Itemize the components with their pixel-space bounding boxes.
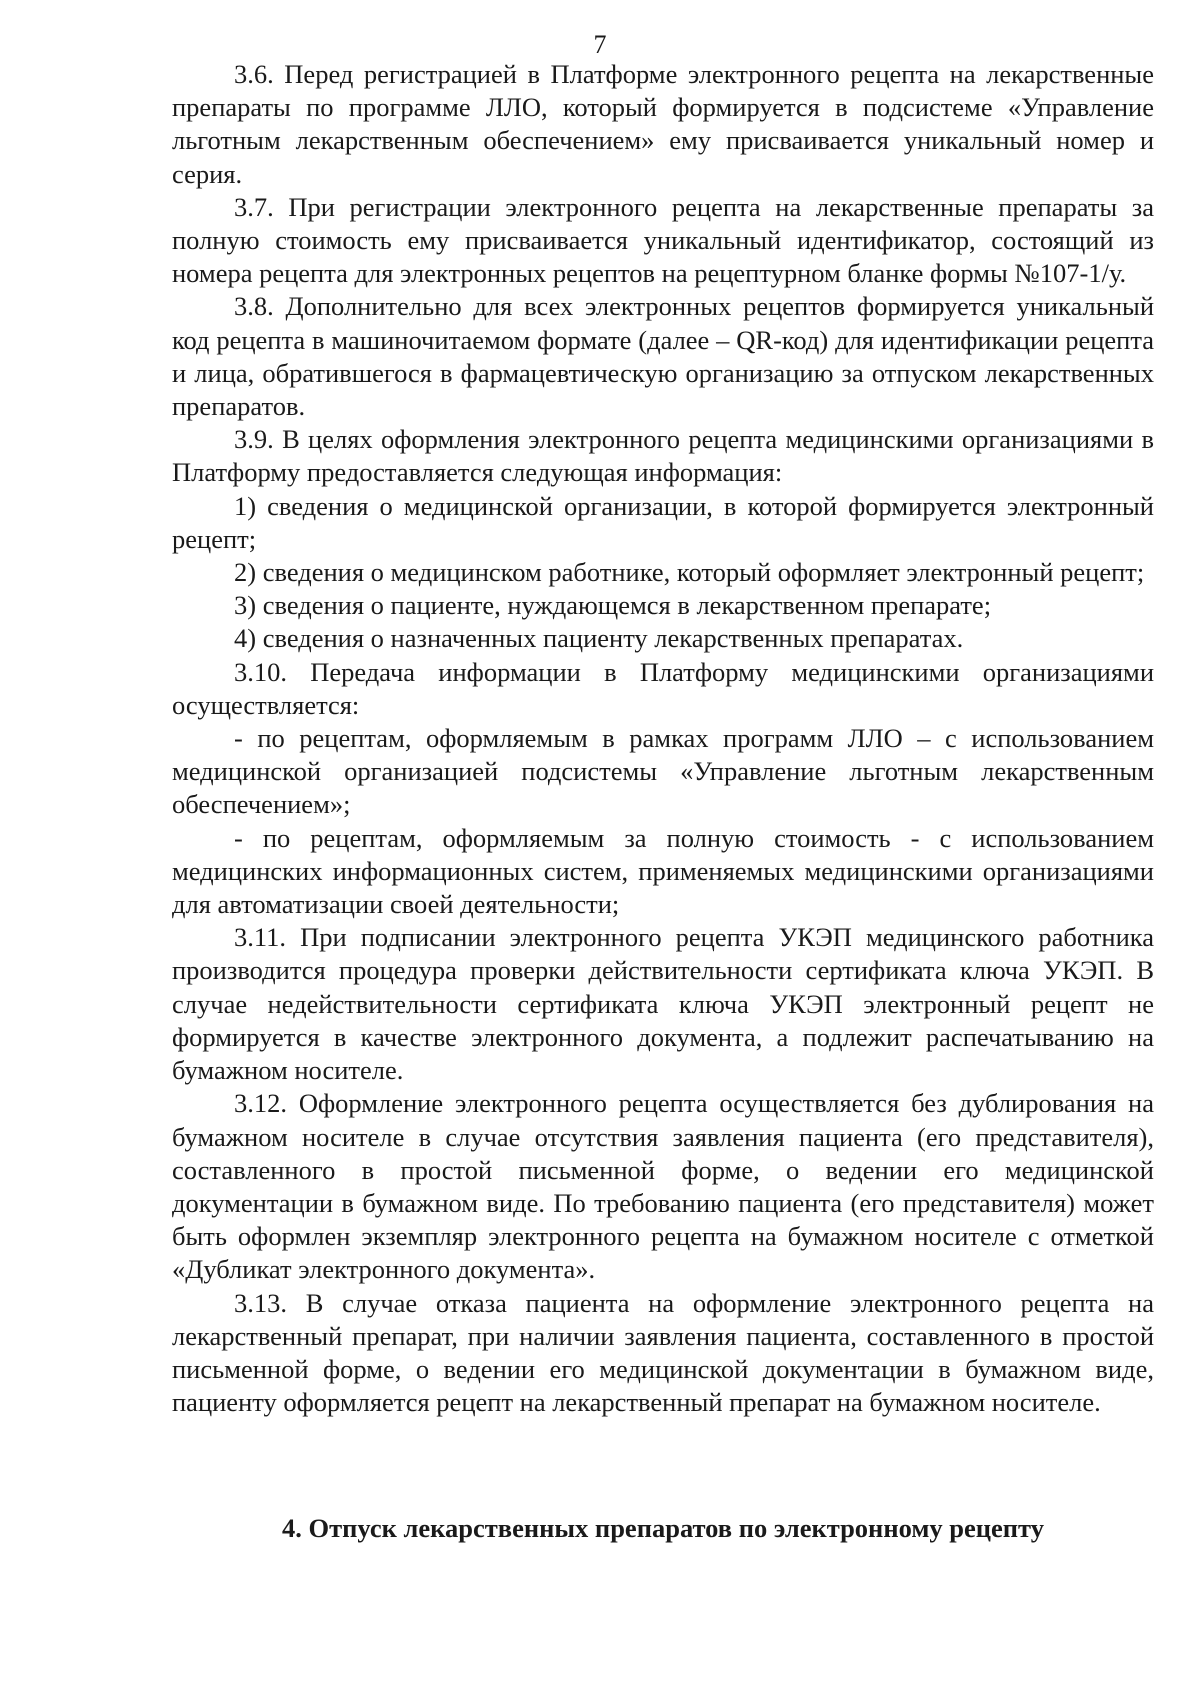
page-number: 7 <box>593 30 607 59</box>
paragraph-3-6: 3.6. Перед регистрацией в Платформе электронного рецепта на лекарственные препараты по программе ЛЛО, который формируется в подсистеме «Управление льготным лекарственным обеспечением» ему присваивается уникальный номер и серия. <box>172 59 1154 189</box>
paragraph-3-9: 3.9. В целях оформления электронного рецепта медицинскими организациями в Платформу предоставляется следующая информация: <box>172 424 1154 488</box>
paragraph-3-8: 3.8. Дополнительно для всех электронных рецептов формируется уникальный код рецепта в машиночитаемом формате (далее – QR-код) для идентификации рецепта и лица, обратившегося в фармацевтическую организацию за отпуском лекарственных препаратов. <box>172 291 1154 422</box>
paragraph-3-11: 3.11. При подписании электронного рецепта УКЭП медицинского работника производится процедура проверки действительности сертификата ключа УКЭП. В случае недействительности сертификата ключа УКЭП электронный рецепт не формируется в качестве электронного документа, а подлежит распечатыванию на бумажном носителе. <box>172 922 1154 1086</box>
dash-item-full-cost: - по рецептам, оформляемым за полную стоимость - с использованием медицинских информационных систем, применяемых медицинскими организациями для автоматизации своей деятельности; <box>172 822 1154 920</box>
paragraph-3-10: 3.10. Передача информации в Платформу медицинскими организациями осуществляется: <box>172 656 1154 720</box>
dash-item-llo: - по рецептам, оформляемым в рамках программ ЛЛО – с использованием медицинской организацией подсистемы «Управление льготным лекарственным обеспечением»; <box>172 723 1154 820</box>
paragraph-3-12: 3.12. Оформление электронного рецепта осуществляется без дублирования на бумажном носителе в случае отсутствия заявления пациента (его представителя), составленного в простой письменной форме, о ведении его медицинской документации в бумажном виде. По требованию пациента (его представителя) может быть оформлен экземпляр электронного рецепта на бумажном носителе с отметкой «Дубликат электронного документа». <box>172 1088 1154 1285</box>
document-body <box>172 58 1154 1419</box>
paragraph-3-13: 3.13. В случае отказа пациента на оформление электронного рецепта на лекарственный препарат, при наличии заявления пациента, составленного в простой письменной форме, о ведении его медицинской документации в бумажном виде, пациенту оформляется рецепт на лекарственный препарат на бумажном носителе. <box>172 1287 1154 1418</box>
list-item-1: 1) сведения о медицинской организации, в которой формируется электронный рецепт; <box>172 490 1154 554</box>
paragraph-3-7: 3.7. При регистрации электронного рецепта на лекарственные препараты за полную стоимость ему присваивается уникальный идентификатор, состоящий из номера рецепта для электронных рецептов на рецептурном бланке формы №107-1/у. <box>172 191 1154 289</box>
list-item-3: 3) сведения о пациенте, нуждающемся в лекарственном препарате; <box>234 590 992 621</box>
section-heading: 4. Отпуск лекарственных препаратов по электронному рецепту <box>282 1513 1044 1543</box>
list-item-4: 4) сведения о назначенных пациенту лекарственных препаратах. <box>234 623 964 654</box>
list-item-2: 2) сведения о медицинском работнике, который оформляет электронный рецепт; <box>234 557 1145 588</box>
